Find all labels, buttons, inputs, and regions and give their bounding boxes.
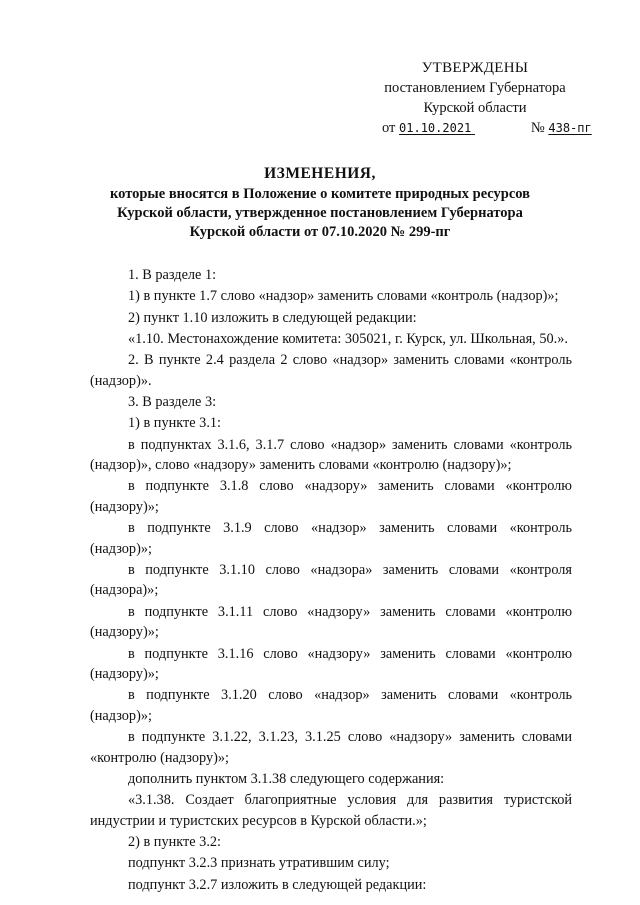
approval-block (360, 58, 590, 138)
paragraph: подпункт 3.2.3 признать утратившим силу; (128, 855, 390, 872)
paragraph: 2) пункт 1.10 изложить в следующей редакции: (128, 309, 417, 326)
heading-title: ИЗМЕНЕНИЯ, (264, 165, 376, 182)
paragraph: в подпункте 3.1.10 слово «надзора» заменить словами «контроля (надзора)»; (90, 561, 572, 599)
paragraph: в подпунктах 3.1.6, 3.1.7 слово «надзор» заменить словами «контроль (надзор)», слово «надзору» заменить словами «контролю (надзору)»; (90, 436, 572, 474)
approval-date: 01.10.2021 (399, 121, 472, 135)
number-prefix: № (530, 120, 545, 136)
paragraph: подпункт 3.2.7 изложить в следующей редакции: (128, 876, 427, 893)
paragraph: в подпункте 3.1.16 слово «надзору» заменить словами «контролю (надзору)»; (90, 645, 572, 683)
paragraph: в подпункте 3.1.22, 3.1.23, 3.1.25 слово «надзору» заменить словами «контролю (надзору)»; (90, 729, 572, 766)
approval-line-2: Курской области (423, 100, 527, 116)
paragraph: 1. В разделе 1: (128, 267, 217, 283)
paragraph: в подпункте 3.1.9 слово «надзор» заменить словами «контроль (надзор)»; (90, 520, 572, 557)
approval-date-row (360, 118, 590, 138)
date-prefix: от (382, 120, 396, 136)
paragraph: 1) в пункте 3.1: (128, 415, 222, 432)
paragraph: в подпункте 3.1.11 слово «надзору» заменить словами «контролю (надзору)»; (90, 603, 572, 641)
paragraph: в подпункте 3.1.8 слово «надзору» заменить словами «контролю (надзору)»; (90, 478, 572, 515)
heading-line-1: которые вносятся в Положение о комитете природных ресурсов (109, 186, 531, 202)
paragraph: 2. В пункте 2.4 раздела 2 слово «надзор» заменить словами «контроль (надзор)». (90, 352, 572, 389)
document-body (90, 265, 572, 896)
paragraph: 2) в пункте 3.2: (128, 834, 222, 851)
paragraph: 1) в пункте 1.7 слово «надзор» заменить словами «контроль (надзор)»; (128, 288, 559, 305)
paragraph: дополнить пунктом 3.1.38 следующего содержания: (128, 770, 445, 787)
heading-line-3: Курской области от 07.10.2020 № 299-пг (189, 224, 451, 240)
approval-line-1: постановлением Губернатора (384, 80, 566, 96)
approval-title: УТВЕРЖДЕНЫ (421, 60, 529, 76)
heading-line-2: Курской области, утвержденное постановлением Губернатора (117, 205, 523, 221)
paragraph: «1.10. Местонахождение комитета: 305021, г. Курск, ул. Школьная, 50.». (128, 330, 568, 347)
paragraph: 3. В разделе 3: (128, 393, 217, 410)
document-heading (70, 164, 570, 242)
approval-number: 438-пг (548, 121, 592, 135)
date-underline (471, 118, 527, 138)
paragraph: в подпункте 3.1.20 слово «надзор» заменить словами «контроль (надзор)»; (90, 687, 572, 724)
paragraph: «3.1.38. Создает благоприятные условия для развития туристской индустрии и туристских ресурсов в Курской области.»; (90, 792, 572, 829)
